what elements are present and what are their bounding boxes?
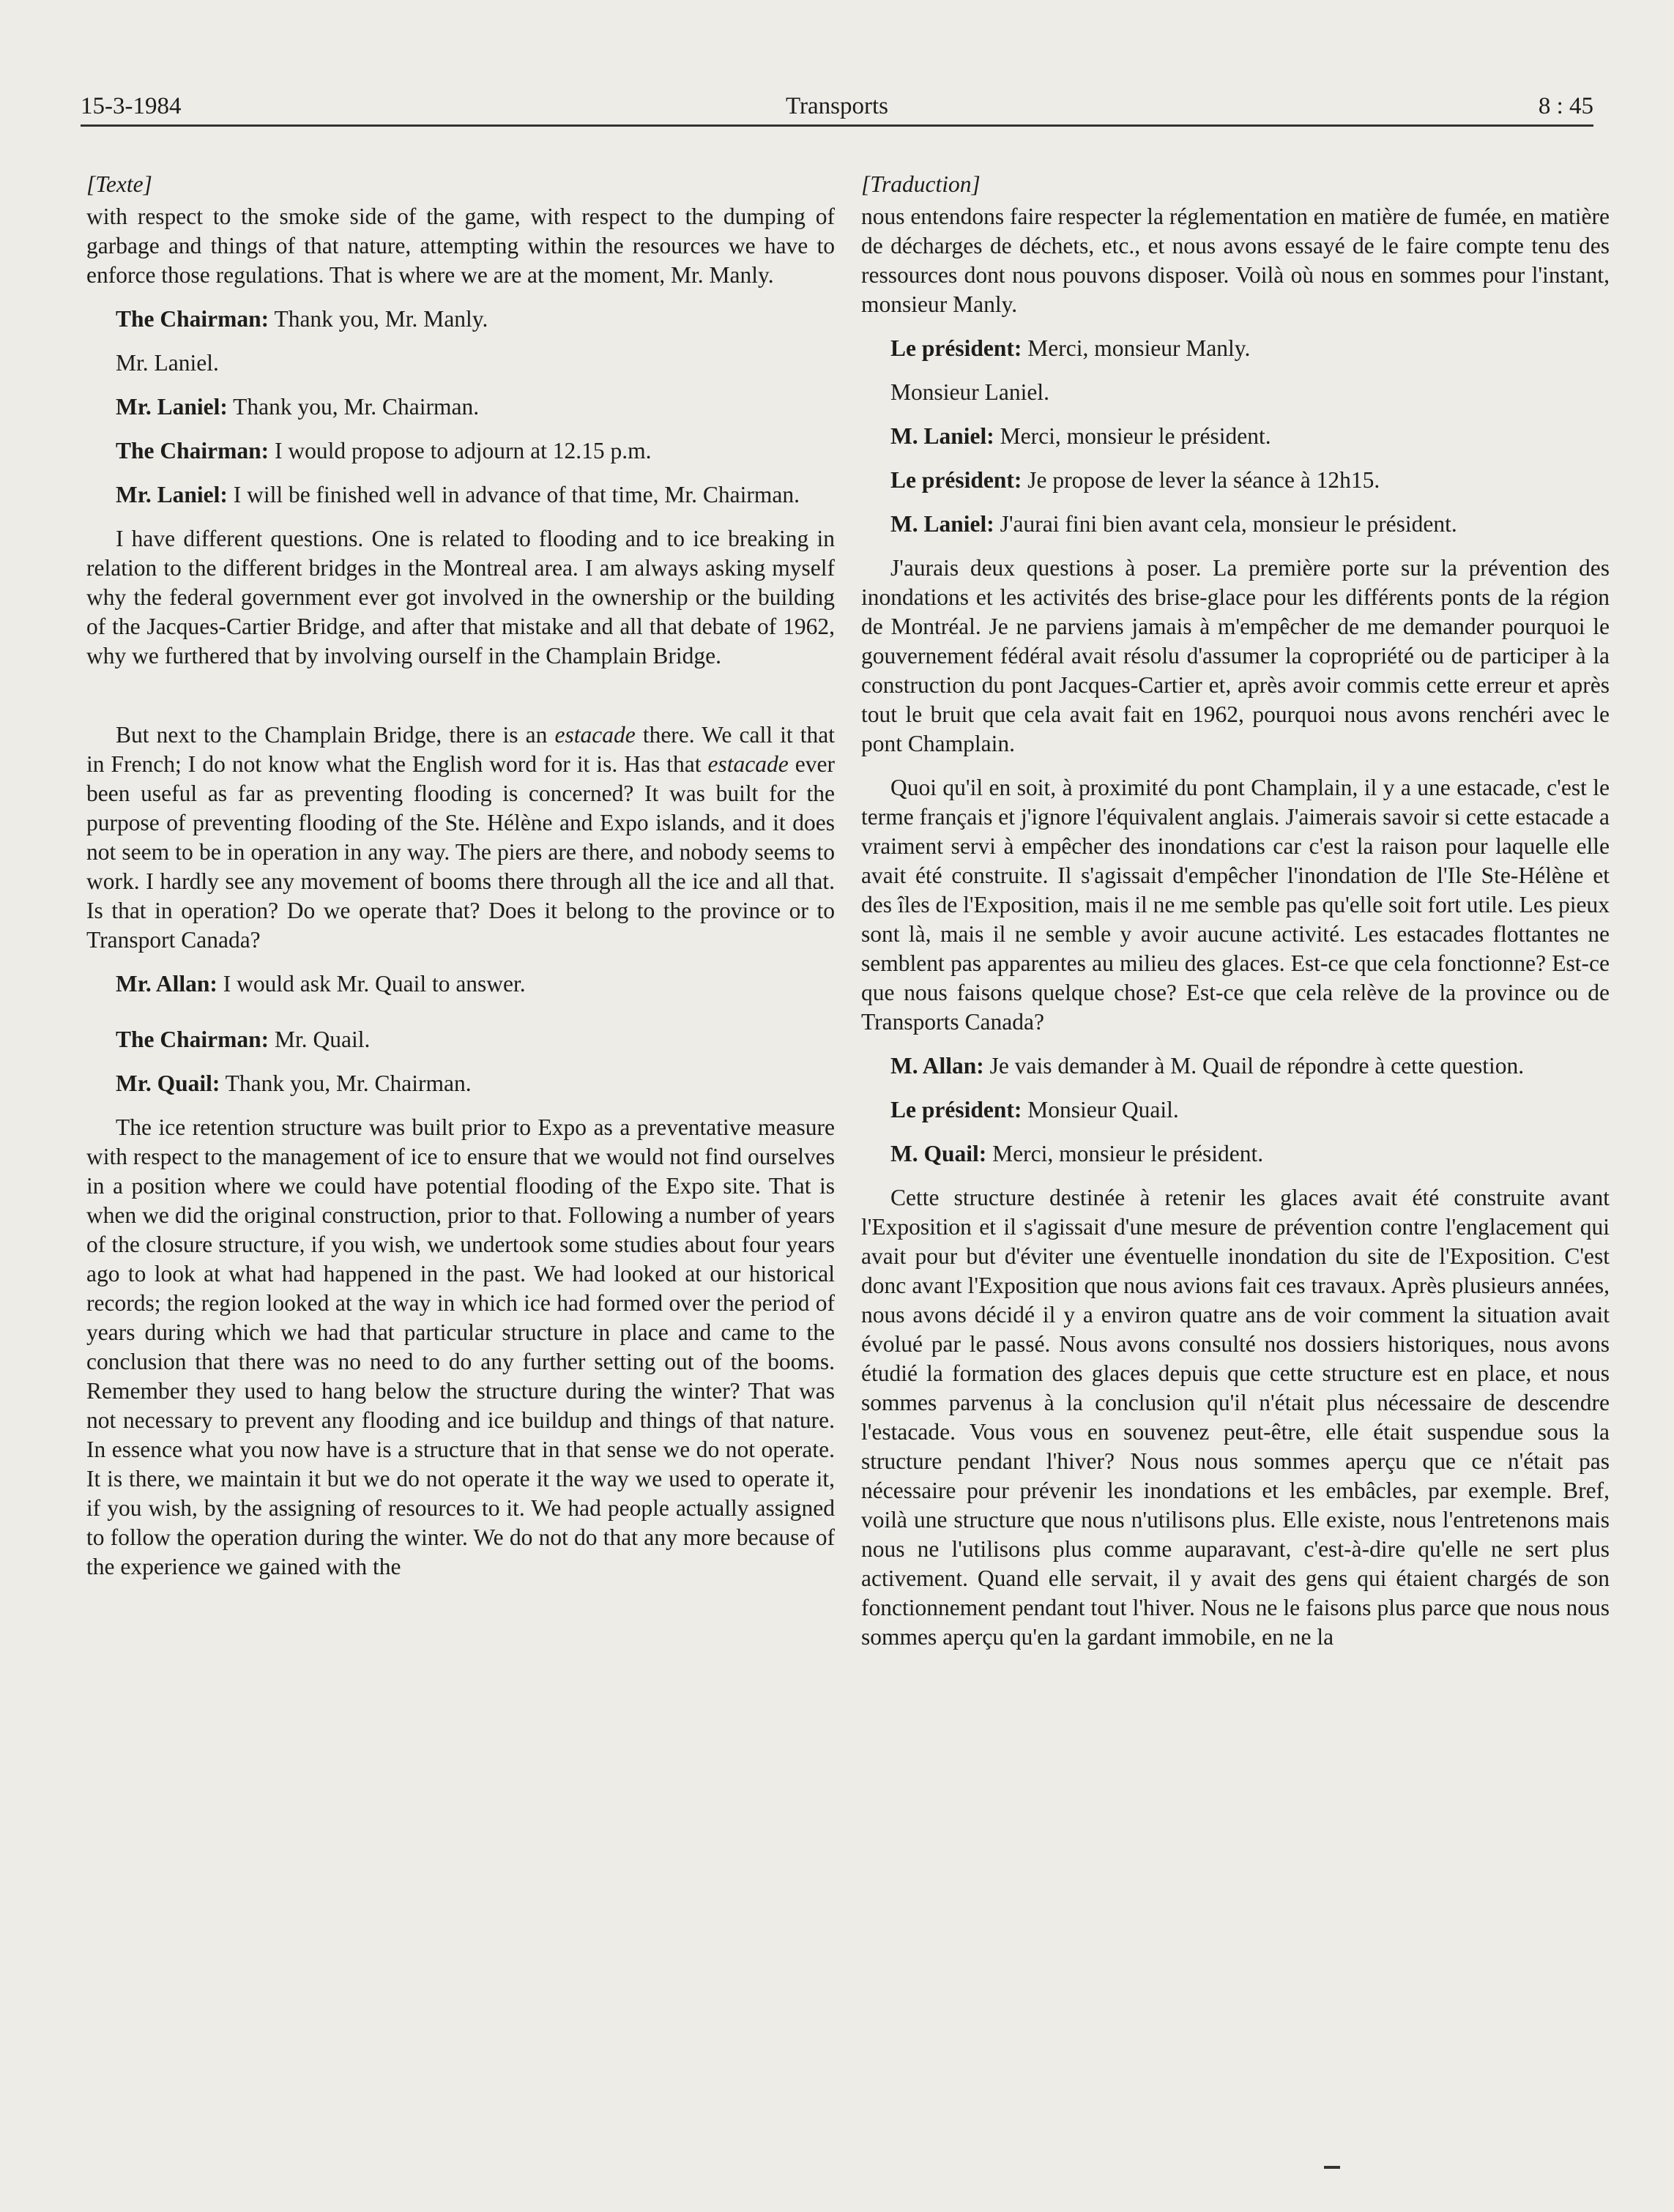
speaker-name: The Chairman: — [116, 1027, 269, 1052]
paragraph: nous entendons faire respecter la réglementation en matière de fumée, en matière de décharges de déchets, etc., et nous avons essayé de le faire compte tenu des ressources dont nous pouvons disposer. Voilà où nous en sommes pour l'instant, monsieur Manly. — [861, 204, 1610, 317]
paragraph: The Chairman: I would propose to adjourn at 12.15 p.m. — [116, 438, 652, 463]
header-title: Transports — [786, 93, 888, 119]
page-mark — [1324, 2166, 1340, 2169]
speaker-name: Mr. Laniel: — [116, 394, 228, 420]
header-page-number: 8 : 45 — [1538, 93, 1593, 119]
page-header — [81, 88, 1593, 127]
paragraph: M. Laniel: J'aurai fini bien avant cela, monsieur le président. — [890, 511, 1457, 537]
speaker-name: M. Laniel: — [890, 423, 994, 449]
english-column — [86, 170, 835, 1596]
paragraph: with respect to the smoke side of the game, with respect to the dumping of garbage and things of that nature, attempting within the resources we have to enforce those regulations. That is where we are at the moment, Mr. Manly. — [86, 204, 835, 288]
paragraph: Cette structure destinée à retenir les glaces avait été construite avant l'Exposition et il s'agissait d'une mesure de prévention contre l'englacement qui avait pour but d'éviter une éventuelle inondation du site de l'Exposition. C'est donc avant l'Exposition que nous avions fait ces travaux. Après plusieurs années, nous avons décidé il y a environ quatre ans de voir comment la situation avait évolué par le passé. Nous avons consulté nos dossiers historiques, nous avons étudié la formation des glaces depuis que cette structure est en place, et nous sommes parvenus à la conclusion qu'il n'était plus nécessaire de descendre l'estacade. Vous vous en souvenez peut-être, elle était suspendue sous la structure pendant l'hiver? Nous nous sommes aperçu que ce n'était pas nécessaire pour prévenir les inondations et les embâcles, par exemple. Bref, voilà une structure que nous n'utilisons plus. Elle existe, nous l'entretenons mais nous ne l'utilisons plus comme auparavant, c'est-à-dire qu'elle ne sert plus activement. Quand elle servait, il y avait des gens qui étaient chargés de son fonctionnement pendant tout l'hiver. Nous ne le faisons plus parce que nous nous sommes aperçu qu'en la gardant immobile, en ne la — [861, 1185, 1610, 1650]
speaker-name: Le président: — [890, 467, 1022, 493]
speaker-name: Mr. Allan: — [116, 971, 217, 997]
header-date: 15-3-1984 — [81, 93, 182, 119]
paragraph: Mr. Laniel: I will be finished well in advance of that time, Mr. Chairman. — [116, 482, 800, 507]
speaker-name: M. Laniel: — [890, 511, 994, 537]
paragraph: Le président: Merci, monsieur Manly. — [890, 335, 1251, 361]
speaker-name: Mr. Quail: — [116, 1070, 220, 1096]
paragraph: I have different questions. One is related to flooding and to ice breaking in relation to the different bridges in the Montreal area. I am always asking myself why the federal government ever got involved in the ownership or the building of the Jacques-Cartier Bridge, and after that mistake and all that debate of 1962, why we furthered that by involving ourself in the Champlain Bridge. — [86, 526, 835, 669]
paragraph: But next to the Champlain Bridge, there is an estacade there. We call it that in French; I do not know what the English word for it is. Has that estacade ever been useful as far as preventing flooding is concerned? It was built for the purpose of preventing flooding of the Ste. Hélène and Expo islands, and it does not seem to be in operation in any way. The piers are there, and nobody seems to work. I hardly see any movement of booms there through all the ice and all that. Is that in operation? Do we operate that? Does it belong to the province or to Transport Canada? — [86, 722, 836, 953]
paragraph: Quoi qu'il en soit, à proximité du pont Champlain, il y a une estacade, c'est le terme français et j'ignore l'équivalent anglais. J'aimerais savoir si cette estacade a vraiment servi à empêcher des inondations car c'est la raison pour laquelle elle avait été construite. Il s'agissait d'empêcher l'inondation de l'Ile Ste-Hélène et des îles de l'Exposition, mais il ne me semble pas qu'elle soit fort utile. Les pieux sont là, mais il ne semble y avoir aucune activité. Les estacades flottantes ne semblent pas apparentes au milieu des glaces. Est-ce que cela fonctionne? Est-ce que nous faisons quelque chose? Est-ce que cela relève de la province ou de Transports Canada? — [861, 775, 1610, 1035]
paragraph: Mr. Laniel. — [116, 350, 219, 376]
speaker-name: The Chairman: — [116, 438, 269, 463]
column-label-texte: [Texte] — [86, 171, 152, 197]
paragraph: Le président: Je propose de lever la séance à 12h15. — [890, 467, 1380, 493]
paragraph: The ice retention structure was built prior to Expo as a preventative measure with respect to the management of ice to ensure that we would not find ourselves in a position where we could have potential flooding of the Expo site. That is when we did the original construction, prior to that. Following a number of years of the closure structure, if you wish, we undertook some studies about four years ago to look at what had happened in the past. We had looked at our historical records; the region looked at the way in which ice had formed over the period of years during which we had that particular structure in place and came to the conclusion that there was no need to do any further setting out of the booms. Remember they used to hang below the structure during the winter? That was not necessary to prevent any flooding and ice buildup and things of that nature. In essence what you now have is a structure that in that sense we do not operate. It is there, we maintain it but we do not operate it the way we used to operate it, if you wish, by the assigning of resources to it. We had people actually assigned to follow the operation during the winter. We do not do that any more because of the experience we gained with the — [86, 1114, 835, 1579]
speaker-name: The Chairman: — [116, 306, 269, 332]
paragraph: Mr. Quail: Thank you, Mr. Chairman. — [116, 1070, 472, 1096]
paragraph: Monsieur Laniel. — [890, 379, 1049, 405]
speaker-name: Le président: — [890, 335, 1022, 361]
paragraph: M. Allan: Je vais demander à M. Quail de répondre à cette question. — [890, 1053, 1525, 1079]
paragraph: The Chairman: Thank you, Mr. Manly. — [116, 306, 488, 332]
paragraph: Mr. Allan: I would ask Mr. Quail to answer. — [116, 971, 526, 997]
paragraph: Mr. Laniel: Thank you, Mr. Chairman. — [116, 394, 480, 420]
speaker-name: Mr. Laniel: — [116, 482, 228, 507]
column-label-traduction: [Traduction] — [861, 171, 981, 197]
paragraph: J'aurais deux questions à poser. La première porte sur la prévention des inondations et les activités des brise-glace pour les différents ponts de la région de Montréal. Je ne parviens jamais à m'empêcher de me demander pourquoi le gouvernement fédéral avait résolu d'assumer la copropriété ou de participer à la construction du pont Jacques-Cartier et, après avoir commis cette erreur et après tout le bruit que cela avait fait en 1962, pourquoi nous avons renchéri avec le pont Champlain. — [861, 555, 1610, 756]
french-column — [861, 170, 1610, 1667]
paragraph: M. Laniel: Merci, monsieur le président. — [890, 423, 1271, 449]
speaker-name: Le président: — [890, 1097, 1022, 1122]
paragraph: M. Quail: Merci, monsieur le président. — [890, 1141, 1264, 1166]
paragraph: Le président: Monsieur Quail. — [890, 1097, 1179, 1122]
speaker-name: M. Quail: — [890, 1141, 987, 1166]
paragraph: The Chairman: Mr. Quail. — [116, 1027, 371, 1052]
speaker-name: M. Allan: — [890, 1053, 984, 1079]
